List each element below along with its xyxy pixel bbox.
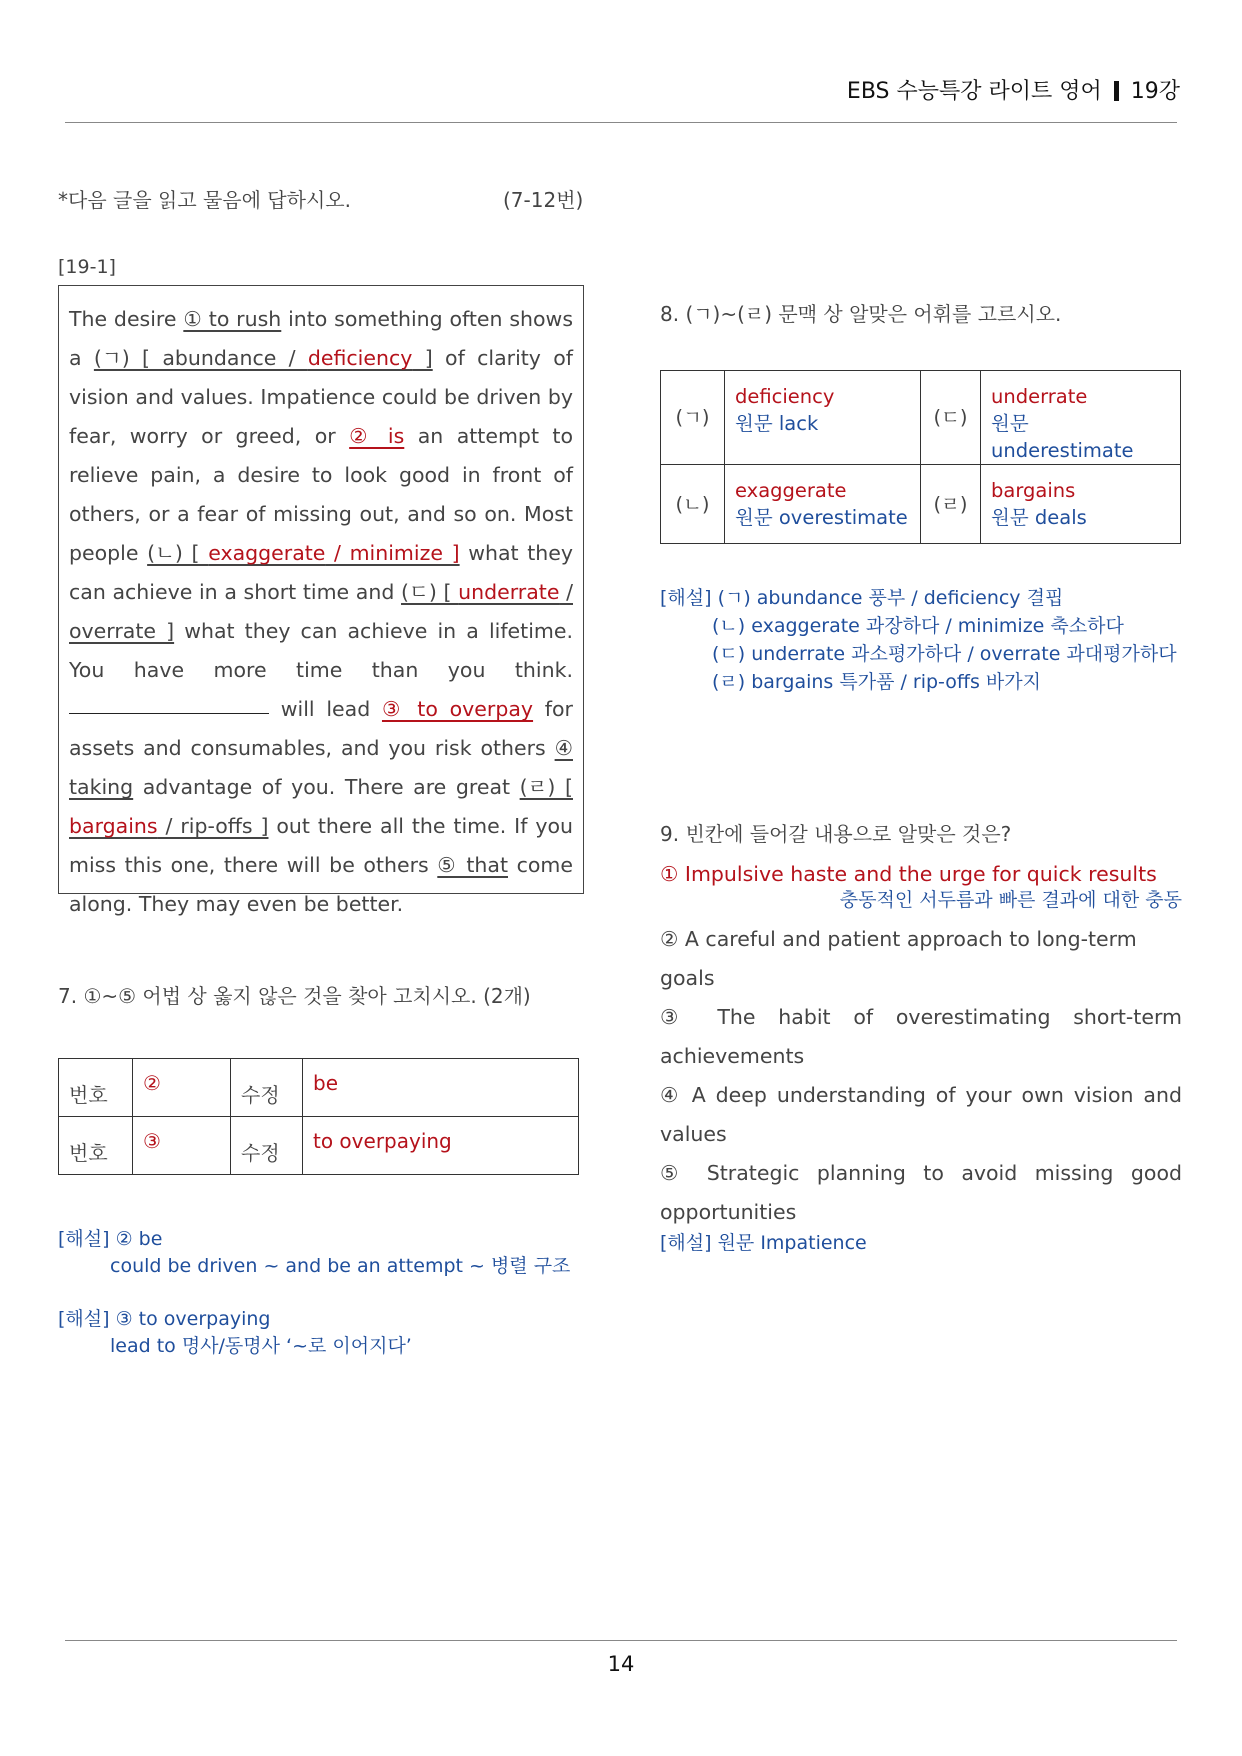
q8-label: (ㄴ)	[661, 465, 725, 544]
q9-option-5[interactable]: ⑤ Strategic planning to avoid missing good opportunities	[660, 1161, 1182, 1224]
instruction-range: (7-12번)	[503, 188, 584, 212]
q8-cell: deficiency 원문 lack	[725, 371, 921, 465]
q9-explanation: [해설] 원문 Impatience	[660, 1232, 867, 1254]
q7-num-value: ③	[133, 1117, 231, 1175]
passage-text: The desire ① to rush into something often shows a (ㄱ) [ abundance / deficiency ] of clarity of vision and values. Impatience could be driven by fear, worry or greed, or ② is an attempt to relieve pain, a desire to look good in front of others, or a fear of missing out, and so on. Most people (ㄴ) [ exaggerate / minimize ] what they can achieve in a short time and (ㄷ) [ underrate / overrate ] what they can achieve in a lifetime. You have more time than you think. will lead ③ to overpay for assets and consumables, and you risk others ④ taking advantage of you. There are great (ㄹ) [ bargains / rip-offs ] out there all the time. If you miss this one, there will be others ⑤ that come along. They may even be better.	[69, 307, 574, 916]
table-row	[59, 1117, 579, 1175]
q8-answer-table	[660, 370, 1181, 544]
q7-num-value: ②	[133, 1059, 231, 1117]
marker-1: ① to rush	[183, 307, 282, 331]
marker-2: ② is	[349, 424, 405, 448]
q9-option-3[interactable]: ③ The habit of overestimating short-term achievements	[660, 1005, 1182, 1068]
table-row	[661, 465, 1181, 544]
q8-label: (ㄱ)	[661, 371, 725, 465]
q8-label: (ㄷ)	[921, 371, 981, 465]
header-book-title: EBS 수능특강 라이트 영어	[846, 79, 1102, 104]
q8-cell: bargains 원문 deals	[981, 465, 1181, 544]
table-row	[59, 1059, 579, 1117]
marker-4: ④ taking	[69, 736, 573, 799]
q7-fix-value: to overpaying	[303, 1117, 579, 1175]
q7-question: 7. ①~⑤ 어법 상 옳지 않은 것을 찾아 고치시오. (2개)	[58, 984, 531, 1008]
q7-answer-table	[58, 1058, 579, 1175]
q7-explanation-1: [해설] ② be could be driven ~ and be an attempt ~ 병렬 구조	[58, 1228, 571, 1277]
q7-fix-value: be	[303, 1059, 579, 1117]
marker-5: ⑤ that	[437, 853, 508, 877]
q8-explanation: [해설] (ㄱ) abundance 풍부 / deficiency 결핍 (ㄴ) exaggerate 과장하다 / minimize 축소하다 (ㄷ) underrate 과소평가하다 / overrate 과대평가하다 (ㄹ) bargains 특가품 / rip-offs 바가지	[660, 587, 1177, 693]
q9-option-1[interactable]: ① Impulsive haste and the urge for quick results	[660, 862, 1157, 886]
q8-label: (ㄹ)	[921, 465, 981, 544]
q7-fix-label: 수정	[231, 1059, 303, 1117]
header-divider	[65, 122, 1177, 123]
q9-question: 9. 빈칸에 들어갈 내용으로 알맞은 것은?	[660, 822, 1012, 846]
q9-option-2[interactable]: ② A careful and patient approach to long-term goals	[660, 927, 1137, 990]
q9-options	[660, 855, 1182, 1232]
header-title	[847, 74, 1180, 105]
bracket-digeut: (ㄷ) [ underrate / overrate ]	[69, 580, 573, 643]
footer-divider	[65, 1640, 1177, 1641]
bracket-giyeok: (ㄱ) [ abundance / deficiency ]	[93, 346, 433, 370]
marker-3: ③ to overpay	[381, 697, 534, 721]
header-lesson: 19강	[1130, 79, 1180, 104]
table-row	[661, 371, 1181, 465]
q7-fix-label: 수정	[231, 1117, 303, 1175]
q8-cell: underrate 원문 underestimate	[981, 371, 1181, 465]
q8-cell: exaggerate 원문 overestimate	[725, 465, 921, 544]
q8-question: 8. (ㄱ)~(ㄹ) 문맥 상 알맞은 어휘를 고르시오.	[660, 302, 1062, 326]
bracket-giyeok-answer: deficiency	[307, 346, 413, 370]
bracket-digeut-answer: underrate	[458, 580, 560, 604]
passage-tag: [19-1]	[58, 256, 116, 278]
header-separator	[1114, 81, 1119, 101]
bracket-nieun-answer: exaggerate	[208, 541, 326, 565]
q9-option-1-translation: 충동적인 서두름과 빠른 결과에 대한 충동	[839, 889, 1182, 911]
blank-line	[69, 713, 269, 714]
bracket-rieul-answer: bargains	[69, 814, 158, 838]
page-number: 14	[607, 1652, 635, 1676]
bracket-nieun: (ㄴ) [ exaggerate / minimize ]	[147, 541, 460, 565]
q7-num-label: 번호	[59, 1117, 133, 1175]
q7-num-label: 번호	[59, 1059, 133, 1117]
q7-explanation-2: [해설] ③ to overpaying lead to 명사/동명사 ‘~로 이어지다’	[58, 1308, 412, 1357]
q9-option-4[interactable]: ④ A deep understanding of your own vision and values	[660, 1083, 1182, 1146]
passage-box	[58, 285, 584, 916]
bracket-rieul: (ㄹ) [ bargains / rip-offs ]	[69, 775, 573, 838]
instruction-text: *다음 글을 읽고 물음에 답하시오.	[58, 188, 351, 212]
